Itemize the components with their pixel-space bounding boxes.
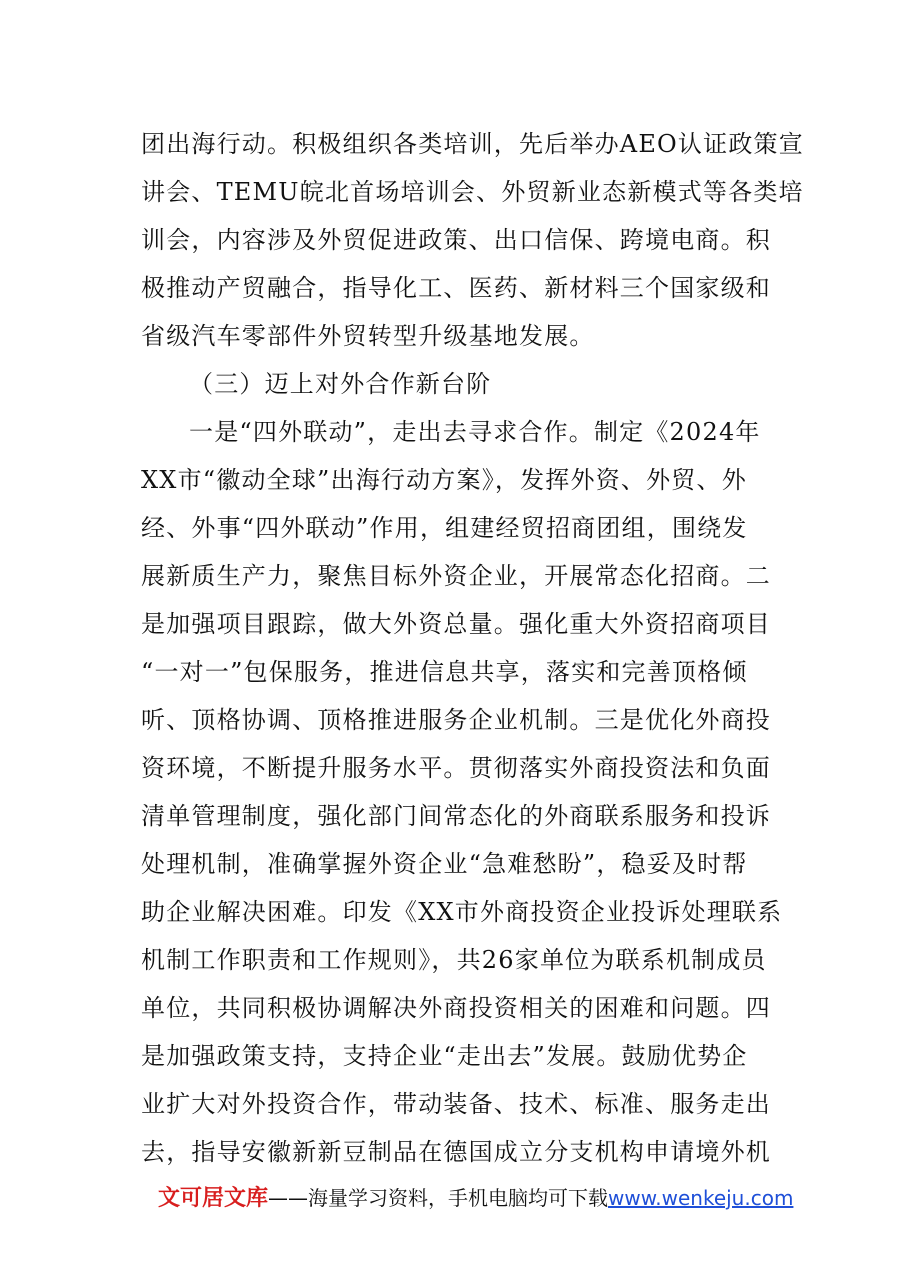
body-line: 助企业解决困难。印发《XX市外商投资企业投诉处理联系 [141,898,783,926]
body-line: 经、外事“四外联动”作用，组建经贸招商团组，围绕发 [141,514,748,542]
footer-site-link[interactable]: www.wenkeju.com [608,1186,794,1210]
body-line: 讲会、TEMU皖北首场培训会、外贸新业态新模式等各类培 [141,178,804,206]
body-line: XX市“徽动全球”出海行动方案》，发挥外资、外贸、外 [141,466,747,494]
body-line: 极推动产贸融合，指导化工、医药、新材料三个国家级和 [141,274,771,302]
footer-banner [158,1180,798,1216]
body-line: 训会，内容涉及外贸促进政策、出口信保、跨境电商。积 [141,226,771,254]
section-heading: （三）迈上对外合作新台阶 [189,370,492,398]
body-line: 省级汽车零部件外贸转型升级基地发展。 [141,322,595,350]
body-line: 去，指导安徽新新豆制品在德国成立分支机构申请境外机 [141,1138,771,1166]
body-line: 团出海行动。积极组织各类培训，先后举办AEO认证政策宣 [141,130,804,158]
body-line: 处理机制，准确掌握外资企业“急难愁盼”，稳妥及时帮 [141,850,748,878]
paragraph-start-line: 一是“四外联动”，走出去寻求合作。制定《2024年 [189,418,761,446]
body-line: 机制工作职责和工作规则》，共26家单位为联系机制成员 [141,946,767,974]
document-body [141,120,804,1176]
body-line: “一对一”包保服务，推进信息共享，落实和完善顶格倾 [141,658,748,686]
body-line: 是加强项目跟踪，做大外资总量。强化重大外资招商项目 [141,610,771,638]
body-line: 单位，共同积极协调解决外商投资相关的困难和问题。四 [141,994,771,1022]
body-line: 业扩大对外投资合作，带动装备、技术、标准、服务走出 [141,1090,771,1118]
body-line: 资环境，不断提升服务水平。贯彻落实外商投资法和负面 [141,754,771,782]
footer-tagline: ——海量学习资料，手机电脑均可下载 [268,1186,609,1210]
footer-brand: 文可居文库 [158,1186,269,1211]
body-line: 是加强政策支持，支持企业“走出去”发展。鼓励优势企 [141,1042,748,1070]
body-line: 听、顶格协调、顶格推进服务企业机制。三是优化外商投 [141,706,771,734]
body-line: 清单管理制度，强化部门间常态化的外商联系服务和投诉 [141,802,771,830]
body-line: 展新质生产力，聚焦目标外资企业，开展常态化招商。二 [141,562,771,590]
